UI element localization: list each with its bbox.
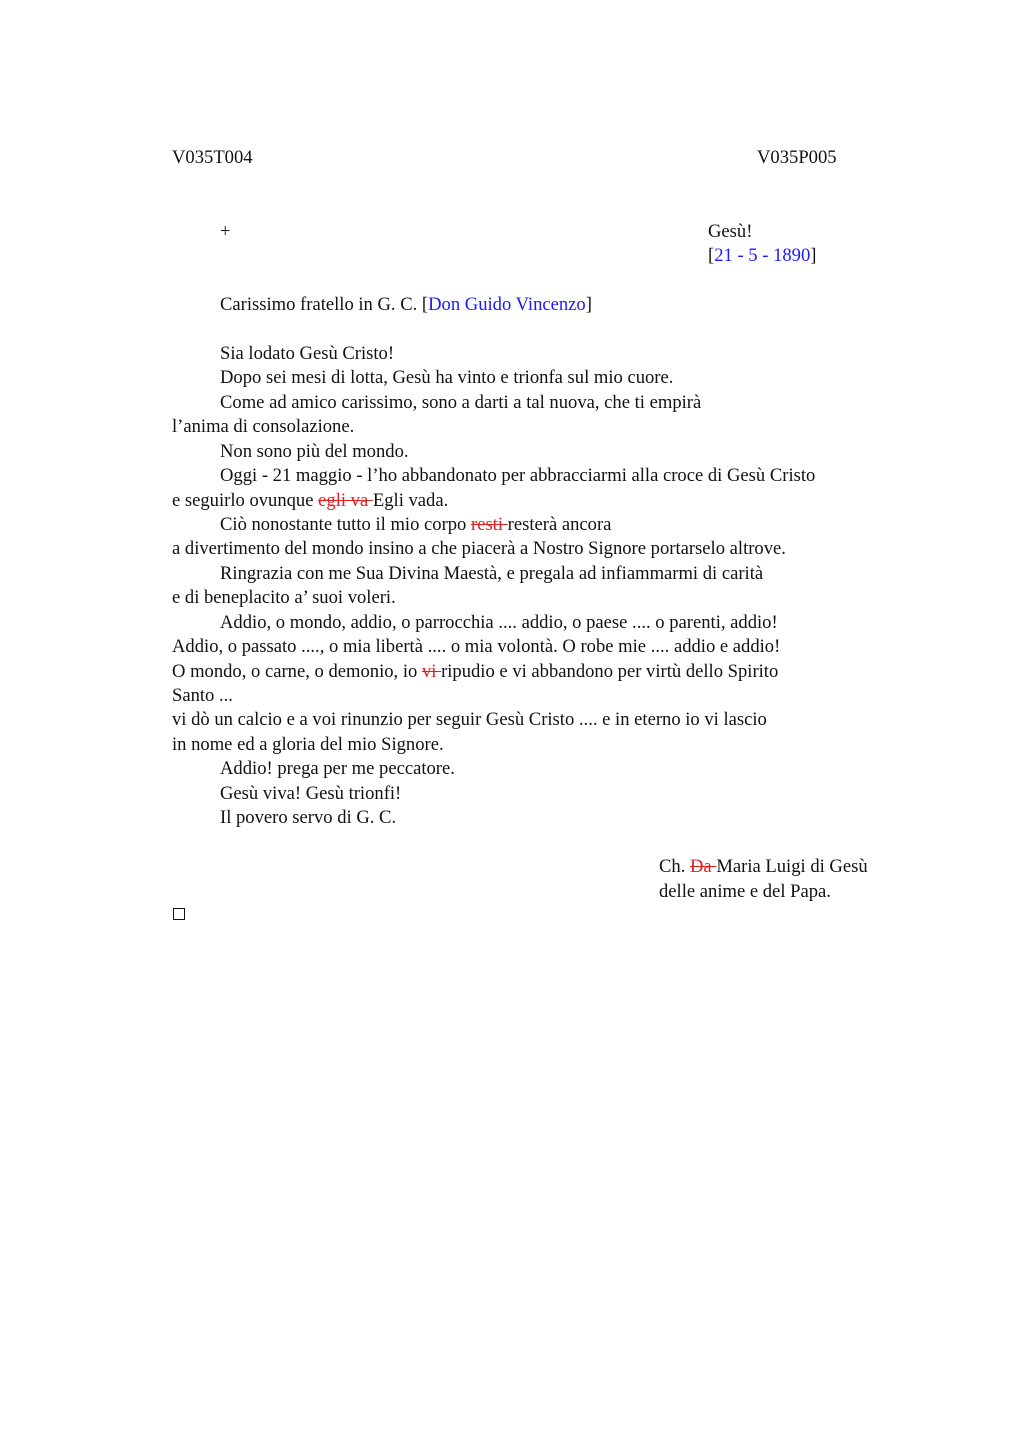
signature-line-2: delle anime e del Papa.: [659, 881, 831, 902]
body-line: a divertimento del mondo insino a che piacerà a Nostro Signore portarselo altrove.: [172, 538, 786, 559]
text-span: ripudio e vi abbandono per virtù dello Spirito: [441, 661, 779, 682]
salutation-close-bracket: ]: [585, 294, 592, 315]
body-line: Oggi - 21 maggio - l’ho abbandonato per abbracciarmi alla croce di Gesù Cristo: [220, 465, 816, 486]
date-open-bracket: [: [708, 245, 715, 266]
body-line: in nome ed a gloria del mio Signore.: [172, 734, 444, 755]
body-line: l’anima di consolazione.: [172, 416, 355, 437]
body-line: Santo ...: [172, 685, 233, 706]
body-line: Il povero servo di G. C.: [220, 807, 397, 828]
text-span: resterà ancora: [507, 514, 612, 535]
body-line: Gesù viva! Gesù trionfi!: [220, 783, 402, 804]
text-span: Egli vada.: [372, 490, 449, 511]
deleted-text: Da: [690, 856, 717, 877]
body-line: Ringrazia con me Sua Divina Maestà, e pregala ad infiammarmi di carità: [220, 563, 764, 584]
body-line: Dopo sei mesi di lotta, Gesù ha vinto e trionfa sul mio cuore.: [220, 367, 674, 388]
body-line: Sia lodato Gesù Cristo!: [220, 343, 395, 364]
body-line: [220, 513, 611, 538]
body-line: Addio, o mondo, addio, o parrocchia .... addio, o paese .... o parenti, addio!: [220, 612, 778, 633]
body-line: Come ad amico carissimo, sono a darti a tal nuova, che ti empirà: [220, 392, 702, 413]
salutation-text: Carissimo fratello in G. C. [: [220, 294, 429, 315]
body-line: e di beneplacito a’ suoi voleri.: [172, 587, 396, 608]
text-span: Ciò nonostante tutto il mio corpo: [220, 514, 471, 535]
document-code-right: V035P005: [757, 147, 837, 168]
body-line: vi dò un calcio e a voi rinunzio per seguir Gesù Cristo .... e in eterno io vi lascio: [172, 709, 767, 730]
text-span: Ch.: [659, 856, 690, 877]
invocation: Gesù!: [708, 221, 753, 242]
text-span: Maria Luigi di Gesù: [716, 856, 868, 877]
date-close-bracket: ]: [810, 245, 817, 266]
text-span: O mondo, o carne, o demonio, io: [172, 661, 422, 682]
document-code-left: V035T004: [172, 147, 253, 168]
body-line: [172, 660, 778, 685]
deleted-text: resti: [471, 514, 508, 535]
letter-date: [708, 244, 816, 269]
body-line: [172, 489, 448, 514]
cross-mark: +: [220, 221, 231, 242]
salutation: [220, 293, 592, 318]
body-line: Addio! prega per me peccatore.: [220, 758, 455, 779]
deleted-text: vi: [421, 661, 442, 682]
deleted-text: egli va: [318, 490, 373, 511]
text-span: e seguirlo ovunque: [172, 490, 319, 511]
signature-line-1: [659, 855, 868, 880]
body-line: Addio, o passato ...., o mia libertà .... o mia volontà. O robe mie .... addio e addio!: [172, 636, 781, 657]
recipient-name: Don Guido Vincenzo: [428, 294, 586, 315]
end-of-document-box-icon: [173, 908, 185, 920]
body-line: Non sono più del mondo.: [220, 441, 409, 462]
date-annotation: 21 - 5 - 1890: [714, 245, 811, 266]
